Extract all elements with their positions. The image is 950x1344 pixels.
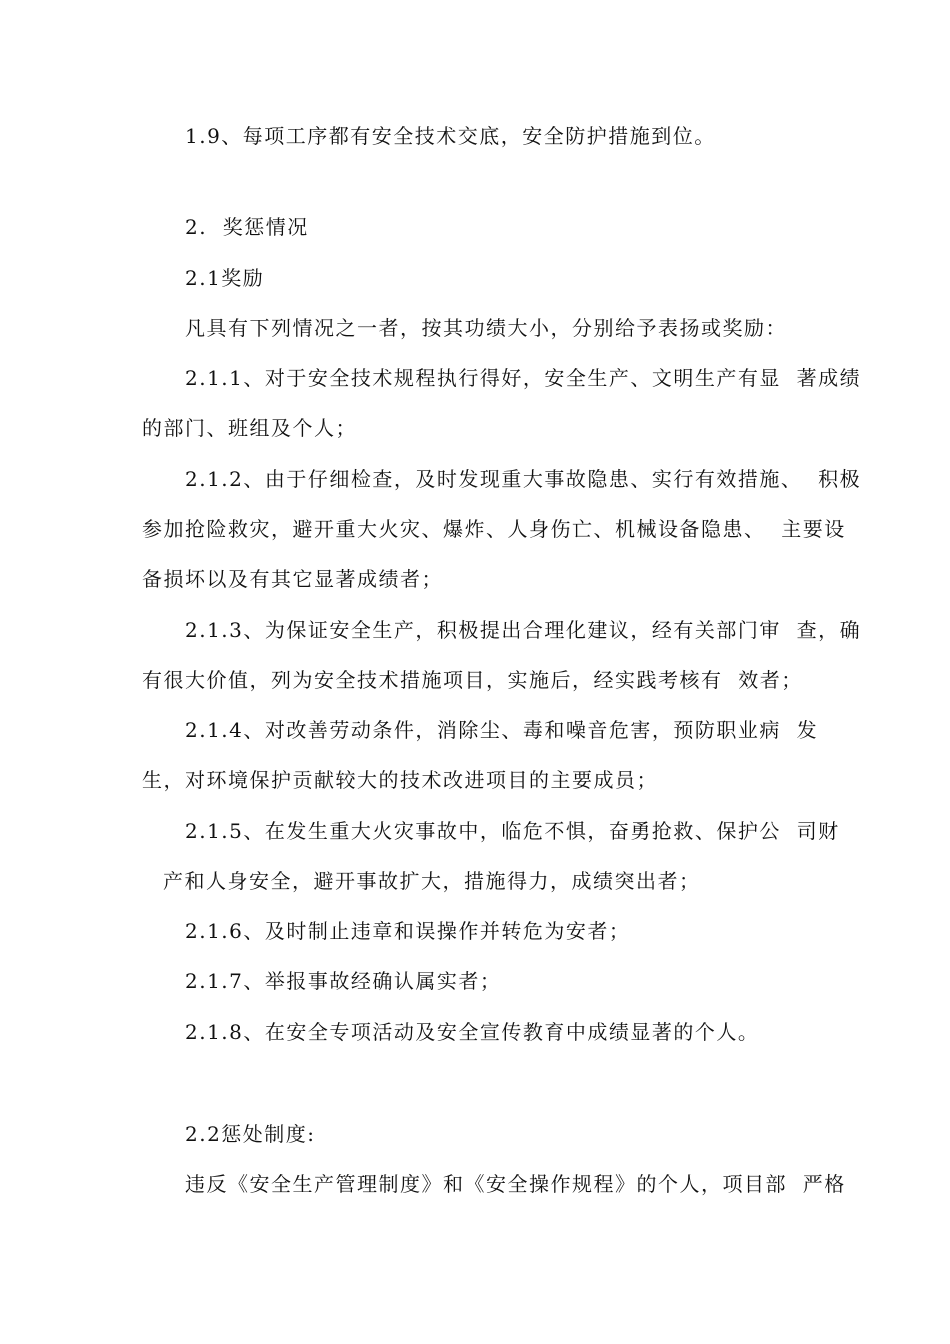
item-2-1-4-line-2: 生，对环境保护贡献较大的技术改进项目的主要成员； [142, 768, 658, 792]
item-2-1-4-line-1: 2.1.4、对改善劳动条件，消除尘、毒和噪音危害，预防职业病 发 [185, 718, 819, 742]
item-2-1-2-line-3: 备损坏以及有其它显著成绩者； [142, 567, 443, 591]
section-2-1-intro: 凡具有下列情况之一者，按其功绩大小，分别给予表扬或奖励： [185, 316, 787, 340]
item-2-1-3-line-2: 有很大价值，列为安全技术措施项目，实施后，经实践考核有 效者； [142, 668, 803, 692]
item-2-1-7: 2.1.7、举报事故经确认属实者； [185, 969, 502, 993]
section-2-heading: 2. 奖惩情况 [185, 215, 309, 239]
section-2-2-heading: 2.2惩处制度: [185, 1122, 316, 1146]
item-2-1-2-line-1: 2.1.2、由于仔细检查，及时发现重大事故隐患、实行有效措施、 积极 [185, 467, 862, 491]
item-2-1-5-line-2: 产和人身安全，避开事故扩大，措施得力，成绩突出者； [163, 869, 701, 893]
section-2-2-body-line-1: 违反《安全生产管理制度》和《安全操作规程》的个人，项目部 严格 [185, 1172, 846, 1196]
item-2-1-5-line-1: 2.1.5、在发生重大火灾事故中，临危不惧，奋勇抢救、保护公 司财 [185, 819, 840, 843]
item-1-9: 1.9、每项工序都有安全技术交底，安全防护措施到位。 [185, 124, 716, 148]
item-2-1-6: 2.1.6、及时制止违章和误操作并转危为安者； [185, 919, 631, 943]
item-2-1-3-line-1: 2.1.3、为保证安全生产，积极提出合理化建议，经有关部门审 查，确 [185, 618, 862, 642]
item-2-1-1-line-1: 2.1.1、对于安全技术规程执行得好，安全生产、文明生产有显 著成绩 [185, 366, 862, 390]
item-2-1-1-line-2: 的部门、班组及个人； [142, 416, 357, 440]
item-2-1-8: 2.1.8、在安全专项活动及安全宣传教育中成绩显著的个人。 [185, 1020, 760, 1044]
item-2-1-2-line-2: 参加抢险救灾，避开重大火灾、爆炸、人身伤亡、机械设备隐患、 主要设 [142, 517, 846, 541]
section-2-1-heading: 2.1奖励 [185, 266, 265, 290]
